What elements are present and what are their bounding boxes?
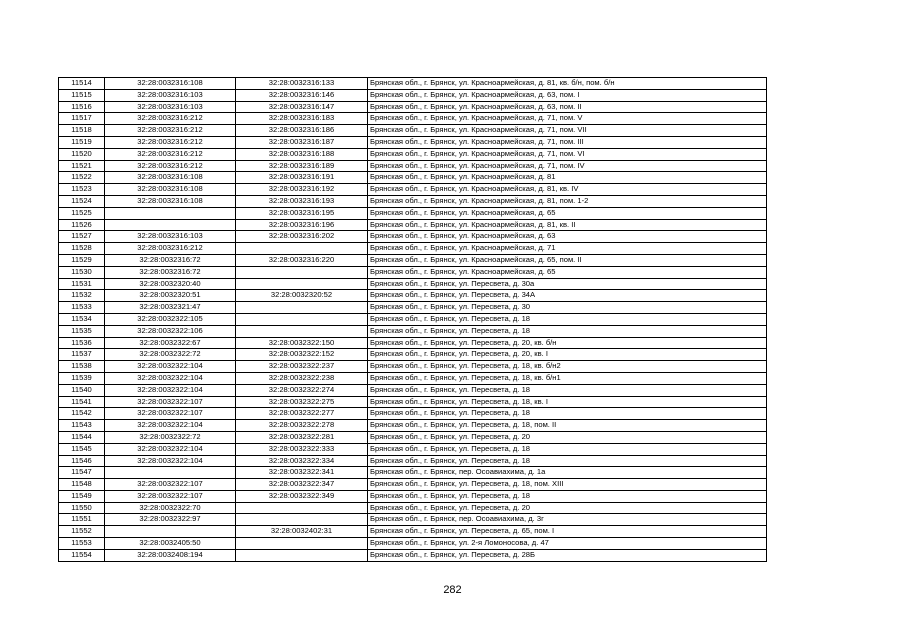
registry-table: [58, 77, 767, 562]
address-cell: Брянская обл., г. Брянск, ул. 2-я Ломоносова, д. 47: [368, 538, 767, 550]
cadastral-building-cell: 32:28:0032316:108: [105, 184, 236, 196]
cadastral-building-cell: 32:28:0032322:107: [105, 479, 236, 491]
cadastral-premise-cell: 32:28:0032316:147: [236, 101, 368, 113]
table-row: [59, 384, 767, 396]
cadastral-premise-cell: [236, 302, 368, 314]
row-number-cell: 11516: [59, 101, 105, 113]
cadastral-building-cell: [105, 207, 236, 219]
cadastral-building-cell: 32:28:0032316:212: [105, 148, 236, 160]
cadastral-building-cell: 32:28:0032322:97: [105, 514, 236, 526]
cadastral-building-cell: 32:28:0032322:72: [105, 431, 236, 443]
address-cell: Брянская обл., г. Брянск, ул. Пересвета, д. 18, пом. XIII: [368, 479, 767, 491]
table-row: [59, 89, 767, 101]
table-row: [59, 408, 767, 420]
address-cell: Брянская обл., г. Брянск, ул. Красноармейская, д. 65, пом. II: [368, 254, 767, 266]
address-cell: Брянская обл., г. Брянск, ул. Пересвета, д. 20: [368, 502, 767, 514]
row-number-cell: 11522: [59, 172, 105, 184]
cadastral-premise-cell: 32:28:0032322:333: [236, 443, 368, 455]
address-cell: Брянская обл., г. Брянск, ул. Красноармейская, д. 63: [368, 231, 767, 243]
table-row: [59, 78, 767, 90]
row-number-cell: 11532: [59, 290, 105, 302]
table-row: [59, 254, 767, 266]
table-row: [59, 243, 767, 255]
table-row: [59, 302, 767, 314]
address-cell: Брянская обл., г. Брянск, ул. Красноармейская, д. 71, пом. IV: [368, 160, 767, 172]
table-row: [59, 278, 767, 290]
cadastral-premise-cell: 32:28:0032322:274: [236, 384, 368, 396]
cadastral-premise-cell: [236, 278, 368, 290]
table-row: [59, 538, 767, 550]
cadastral-premise-cell: 32:28:0032322:275: [236, 396, 368, 408]
page-number: 282: [443, 584, 462, 596]
cadastral-premise-cell: 32:28:0032316:189: [236, 160, 368, 172]
cadastral-premise-cell: 32:28:0032322:152: [236, 349, 368, 361]
address-cell: Брянская обл., г. Брянск, ул. Пересвета, д. 28Б: [368, 549, 767, 561]
table-row: [59, 195, 767, 207]
address-cell: Брянская обл., г. Брянск, ул. Красноармейская, д. 71, пом. VI: [368, 148, 767, 160]
address-cell: Брянская обл., г. Брянск, ул. Пересвета, д. 18: [368, 325, 767, 337]
cadastral-premise-cell: 32:28:0032316:202: [236, 231, 368, 243]
table-row: [59, 290, 767, 302]
table-row: [59, 349, 767, 361]
address-cell: Брянская обл., г. Брянск, ул. Пересвета, д. 30а: [368, 278, 767, 290]
address-cell: Брянская обл., г. Брянск, ул. Пересвета, д. 18: [368, 455, 767, 467]
cadastral-premise-cell: 32:28:0032316:191: [236, 172, 368, 184]
cadastral-premise-cell: 32:28:0032316:192: [236, 184, 368, 196]
address-cell: Брянская обл., г. Брянск, ул. Пересвета, д. 18, пом. II: [368, 420, 767, 432]
cadastral-premise-cell: 32:28:0032322:278: [236, 420, 368, 432]
address-cell: Брянская обл., г. Брянск, ул. Пересвета, д. 20: [368, 431, 767, 443]
cadastral-premise-cell: 32:28:0032322:150: [236, 337, 368, 349]
row-number-cell: 11520: [59, 148, 105, 160]
table-row: [59, 172, 767, 184]
cadastral-building-cell: 32:28:0032316:212: [105, 243, 236, 255]
row-number-cell: 11525: [59, 207, 105, 219]
row-number-cell: 11528: [59, 243, 105, 255]
row-number-cell: 11519: [59, 136, 105, 148]
address-cell: Брянская обл., г. Брянск, ул. Пересвета, д. 20, кв. б/н: [368, 337, 767, 349]
table-row: [59, 231, 767, 243]
row-number-cell: 11546: [59, 455, 105, 467]
cadastral-building-cell: [105, 219, 236, 231]
cadastral-building-cell: 32:28:0032316:72: [105, 266, 236, 278]
cadastral-premise-cell: 32:28:0032322:237: [236, 361, 368, 373]
cadastral-building-cell: 32:28:0032316:108: [105, 172, 236, 184]
table-row: [59, 113, 767, 125]
row-number-cell: 11534: [59, 313, 105, 325]
row-number-cell: 11538: [59, 361, 105, 373]
cadastral-building-cell: 32:28:0032316:108: [105, 195, 236, 207]
row-number-cell: 11536: [59, 337, 105, 349]
cadastral-premise-cell: 32:28:0032322:349: [236, 490, 368, 502]
cadastral-building-cell: 32:28:0032320:40: [105, 278, 236, 290]
address-cell: Брянская обл., г. Брянск, ул. Красноармейская, д. 65: [368, 266, 767, 278]
cadastral-building-cell: 32:28:0032316:103: [105, 89, 236, 101]
table-row: [59, 184, 767, 196]
cadastral-building-cell: 32:28:0032320:51: [105, 290, 236, 302]
address-cell: Брянская обл., г. Брянск, пер. Осоавиахима, д. 3г: [368, 514, 767, 526]
table-row: [59, 361, 767, 373]
cadastral-building-cell: 32:28:0032316:212: [105, 160, 236, 172]
cadastral-building-cell: 32:28:0032322:104: [105, 420, 236, 432]
address-cell: Брянская обл., г. Брянск, ул. Красноармейская, д. 65: [368, 207, 767, 219]
cadastral-building-cell: 32:28:0032316:103: [105, 101, 236, 113]
row-number-cell: 11521: [59, 160, 105, 172]
row-number-cell: 11543: [59, 420, 105, 432]
row-number-cell: 11527: [59, 231, 105, 243]
table-row: [59, 266, 767, 278]
table-row: [59, 337, 767, 349]
row-number-cell: 11537: [59, 349, 105, 361]
cadastral-premise-cell: 32:28:0032316:193: [236, 195, 368, 207]
table-row: [59, 372, 767, 384]
cadastral-building-cell: 32:28:0032322:67: [105, 337, 236, 349]
cadastral-building-cell: 32:28:0032316:212: [105, 125, 236, 137]
table-row: [59, 148, 767, 160]
cadastral-premise-cell: 32:28:0032316:188: [236, 148, 368, 160]
row-number-cell: 11540: [59, 384, 105, 396]
table-row: [59, 136, 767, 148]
row-number-cell: 11530: [59, 266, 105, 278]
address-cell: Брянская обл., г. Брянск, ул. Красноармейская, д. 71, пом. III: [368, 136, 767, 148]
cadastral-building-cell: [105, 467, 236, 479]
address-cell: Брянская обл., г. Брянск, ул. Пересвета, д. 18: [368, 313, 767, 325]
cadastral-premise-cell: 32:28:0032322:347: [236, 479, 368, 491]
row-number-cell: 11541: [59, 396, 105, 408]
cadastral-building-cell: 32:28:0032405:50: [105, 538, 236, 550]
table-row: [59, 431, 767, 443]
cadastral-premise-cell: [236, 549, 368, 561]
address-cell: Брянская обл., г. Брянск, ул. Пересвета, д. 18: [368, 490, 767, 502]
table-row: [59, 160, 767, 172]
table-row: [59, 526, 767, 538]
row-number-cell: 11531: [59, 278, 105, 290]
cadastral-building-cell: 32:28:0032408:194: [105, 549, 236, 561]
cadastral-building-cell: 32:28:0032316:108: [105, 78, 236, 90]
table-row: [59, 549, 767, 561]
cadastral-building-cell: 32:28:0032322:104: [105, 384, 236, 396]
row-number-cell: 11526: [59, 219, 105, 231]
table-row: [59, 479, 767, 491]
table-row: [59, 325, 767, 337]
cadastral-premise-cell: [236, 502, 368, 514]
row-number-cell: 11553: [59, 538, 105, 550]
table-row: [59, 420, 767, 432]
registry-table-body: [59, 78, 767, 562]
address-cell: Брянская обл., г. Брянск, ул. Пересвета, д. 18, кв. б/н1: [368, 372, 767, 384]
address-cell: Брянская обл., г. Брянск, ул. Красноармейская, д. 71, пом. VII: [368, 125, 767, 137]
address-cell: Брянская обл., г. Брянск, ул. Пересвета, д. 65, пом. I: [368, 526, 767, 538]
address-cell: Брянская обл., г. Брянск, ул. Пересвета, д. 18: [368, 443, 767, 455]
address-cell: Брянская обл., г. Брянск, ул. Красноармейская, д. 81, кв. б/н, пом. б/н: [368, 78, 767, 90]
table-row: [59, 502, 767, 514]
row-number-cell: 11539: [59, 372, 105, 384]
cadastral-building-cell: 32:28:0032316:212: [105, 113, 236, 125]
row-number-cell: 11518: [59, 125, 105, 137]
cadastral-premise-cell: 32:28:0032316:220: [236, 254, 368, 266]
cadastral-building-cell: 32:28:0032316:103: [105, 231, 236, 243]
row-number-cell: 11554: [59, 549, 105, 561]
row-number-cell: 11514: [59, 78, 105, 90]
row-number-cell: 11523: [59, 184, 105, 196]
row-number-cell: 11552: [59, 526, 105, 538]
address-cell: Брянская обл., г. Брянск, ул. Красноармейская, д. 81, пом. 1-2: [368, 195, 767, 207]
cadastral-premise-cell: [236, 243, 368, 255]
address-cell: Брянская обл., г. Брянск, ул. Пересвета, д. 20, кв. I: [368, 349, 767, 361]
address-cell: Брянская обл., г. Брянск, ул. Пересвета, д. 30: [368, 302, 767, 314]
cadastral-building-cell: 32:28:0032321:47: [105, 302, 236, 314]
address-cell: Брянская обл., г. Брянск, ул. Пересвета, д. 18, кв. I: [368, 396, 767, 408]
table-row: [59, 467, 767, 479]
row-number-cell: 11515: [59, 89, 105, 101]
address-cell: Брянская обл., г. Брянск, ул. Красноармейская, д. 81: [368, 172, 767, 184]
table-row: [59, 514, 767, 526]
cadastral-premise-cell: [236, 266, 368, 278]
cadastral-building-cell: 32:28:0032322:107: [105, 490, 236, 502]
table-row: [59, 313, 767, 325]
table-row: [59, 490, 767, 502]
cadastral-premise-cell: 32:28:0032316:187: [236, 136, 368, 148]
row-number-cell: 11549: [59, 490, 105, 502]
address-cell: Брянская обл., г. Брянск, ул. Красноармейская, д. 63, пом. I: [368, 89, 767, 101]
cadastral-building-cell: 32:28:0032316:72: [105, 254, 236, 266]
cadastral-premise-cell: [236, 514, 368, 526]
row-number-cell: 11535: [59, 325, 105, 337]
row-number-cell: 11544: [59, 431, 105, 443]
table-row: [59, 396, 767, 408]
cadastral-premise-cell: [236, 538, 368, 550]
cadastral-building-cell: 32:28:0032322:107: [105, 396, 236, 408]
address-cell: Брянская обл., г. Брянск, ул. Красноармейская, д. 71: [368, 243, 767, 255]
cadastral-premise-cell: 32:28:0032322:277: [236, 408, 368, 420]
row-number-cell: 11548: [59, 479, 105, 491]
cadastral-premise-cell: 32:28:0032320:52: [236, 290, 368, 302]
cadastral-building-cell: 32:28:0032322:104: [105, 372, 236, 384]
address-cell: Брянская обл., г. Брянск, пер. Осоавиахима, д. 1а: [368, 467, 767, 479]
address-cell: Брянская обл., г. Брянск, ул. Красноармейская, д. 81, кв. IV: [368, 184, 767, 196]
table-row: [59, 125, 767, 137]
row-number-cell: 11551: [59, 514, 105, 526]
cadastral-premise-cell: 32:28:0032316:186: [236, 125, 368, 137]
cadastral-premise-cell: 32:28:0032316:196: [236, 219, 368, 231]
row-number-cell: 11547: [59, 467, 105, 479]
cadastral-premise-cell: [236, 313, 368, 325]
cadastral-premise-cell: 32:28:0032316:195: [236, 207, 368, 219]
address-cell: Брянская обл., г. Брянск, ул. Красноармейская, д. 71, пом. V: [368, 113, 767, 125]
table-row: [59, 207, 767, 219]
table-row: [59, 455, 767, 467]
cadastral-building-cell: 32:28:0032322:72: [105, 349, 236, 361]
row-number-cell: 11533: [59, 302, 105, 314]
row-number-cell: 11517: [59, 113, 105, 125]
row-number-cell: 11529: [59, 254, 105, 266]
row-number-cell: 11524: [59, 195, 105, 207]
cadastral-building-cell: 32:28:0032322:105: [105, 313, 236, 325]
cadastral-building-cell: 32:28:0032316:212: [105, 136, 236, 148]
address-cell: Брянская обл., г. Брянск, ул. Пересвета, д. 34А: [368, 290, 767, 302]
cadastral-building-cell: 32:28:0032322:107: [105, 408, 236, 420]
cadastral-building-cell: 32:28:0032322:104: [105, 361, 236, 373]
address-cell: Брянская обл., г. Брянск, ул. Пересвета, д. 18: [368, 384, 767, 396]
cadastral-premise-cell: 32:28:0032402:31: [236, 526, 368, 538]
address-cell: Брянская обл., г. Брянск, ул. Красноармейская, д. 63, пом. II: [368, 101, 767, 113]
cadastral-building-cell: 32:28:0032322:106: [105, 325, 236, 337]
cadastral-premise-cell: 32:28:0032322:238: [236, 372, 368, 384]
cadastral-premise-cell: 32:28:0032316:183: [236, 113, 368, 125]
cadastral-building-cell: 32:28:0032322:104: [105, 443, 236, 455]
address-cell: Брянская обл., г. Брянск, ул. Пересвета, д. 18, кв. б/н2: [368, 361, 767, 373]
row-number-cell: 11542: [59, 408, 105, 420]
address-cell: Брянская обл., г. Брянск, ул. Пересвета, д. 18: [368, 408, 767, 420]
address-cell: Брянская обл., г. Брянск, ул. Красноармейская, д. 81, кв. II: [368, 219, 767, 231]
table-row: [59, 219, 767, 231]
cadastral-premise-cell: 32:28:0032322:334: [236, 455, 368, 467]
cadastral-premise-cell: 32:28:0032316:146: [236, 89, 368, 101]
cadastral-premise-cell: 32:28:0032322:281: [236, 431, 368, 443]
table-row: [59, 101, 767, 113]
cadastral-premise-cell: 32:28:0032322:341: [236, 467, 368, 479]
cadastral-building-cell: 32:28:0032322:70: [105, 502, 236, 514]
cadastral-building-cell: 32:28:0032322:104: [105, 455, 236, 467]
table-row: [59, 443, 767, 455]
row-number-cell: 11550: [59, 502, 105, 514]
cadastral-building-cell: [105, 526, 236, 538]
cadastral-premise-cell: [236, 325, 368, 337]
cadastral-premise-cell: 32:28:0032316:133: [236, 78, 368, 90]
row-number-cell: 11545: [59, 443, 105, 455]
